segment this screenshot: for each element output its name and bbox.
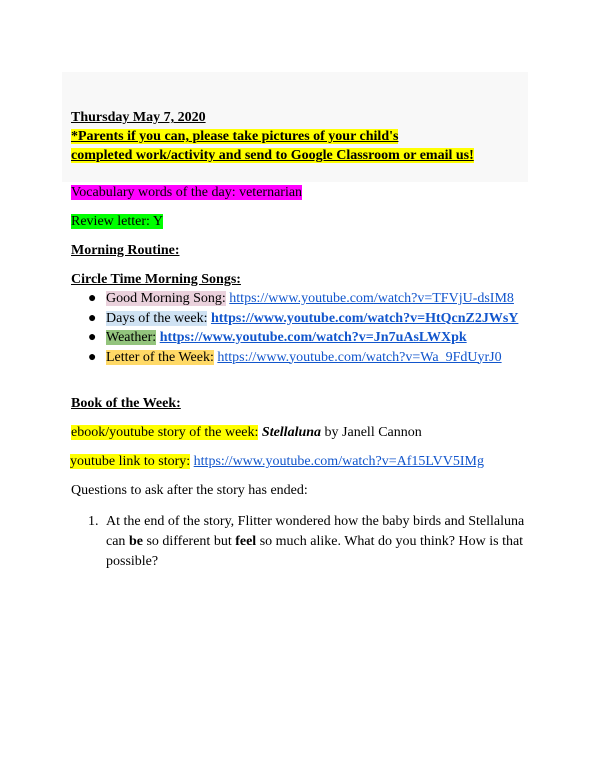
- ebook-label: ebook/youtube story of the week:: [71, 425, 259, 440]
- book-author: by Janell Cannon: [321, 425, 422, 440]
- review-letter: Review letter: Y: [71, 214, 164, 229]
- bullet-icon: ●: [88, 349, 97, 365]
- parent-notice-line2: completed work/activity and send to Google Classroom or email us!: [71, 148, 474, 163]
- weather-link[interactable]: https://www.youtube.com/watch?v=Jn7uAsLWXpk: [159, 330, 467, 345]
- bullet-icon: ●: [88, 310, 97, 326]
- youtube-link-line: [70, 453, 484, 471]
- ebook-line: [71, 424, 422, 442]
- list-item: [71, 328, 518, 348]
- questions-intro: Questions to ask after the story has ended:: [71, 483, 308, 498]
- song-label: Good Morning Song:: [106, 291, 226, 306]
- bullet-icon: ●: [88, 330, 97, 345]
- book-of-week-heading: Book of the Week:: [71, 396, 181, 411]
- question-item: [71, 512, 531, 572]
- list-item: [71, 309, 518, 329]
- parent-notice-line1: *Parents if you can, please take pictures of your child's: [71, 129, 399, 144]
- letter-of-week-link[interactable]: https://www.youtube.com/watch?v=Wa_9FdUyrJ0: [217, 349, 502, 365]
- header-section: [62, 72, 528, 182]
- youtube-link-label: youtube link to story:: [70, 454, 191, 469]
- list-item: [71, 348, 518, 368]
- date-heading: Thursday May 7, 2020: [71, 110, 206, 125]
- song-label: Days of the week:: [106, 310, 208, 326]
- song-label: Letter of the Week:: [106, 349, 214, 365]
- song-list: [71, 289, 518, 367]
- book-title: Stellaluna: [261, 425, 322, 440]
- story-youtube-link[interactable]: https://www.youtube.com/watch?v=Af15LVV5IMg: [193, 454, 484, 469]
- question-number: 1.: [88, 514, 99, 529]
- song-label: Weather:: [106, 330, 157, 345]
- morning-routine-heading: Morning Routine:: [71, 243, 180, 258]
- list-item: [71, 289, 518, 309]
- days-of-week-link[interactable]: https://www.youtube.com/watch?v=HtQcnZ2JWsY: [210, 310, 519, 326]
- bullet-icon: ●: [88, 291, 97, 306]
- question-text: At the end of the story, Flitter wondered how the baby birds and Stellaluna can be so different but feel so much alike. What do you think? How is that possible?: [106, 514, 525, 569]
- good-morning-song-link[interactable]: https://www.youtube.com/watch?v=TFVjU-dsIM8: [229, 291, 514, 306]
- circle-time-heading: Circle Time Morning Songs:: [71, 272, 241, 287]
- vocabulary-words: Vocabulary words of the day: veternarian: [71, 185, 303, 200]
